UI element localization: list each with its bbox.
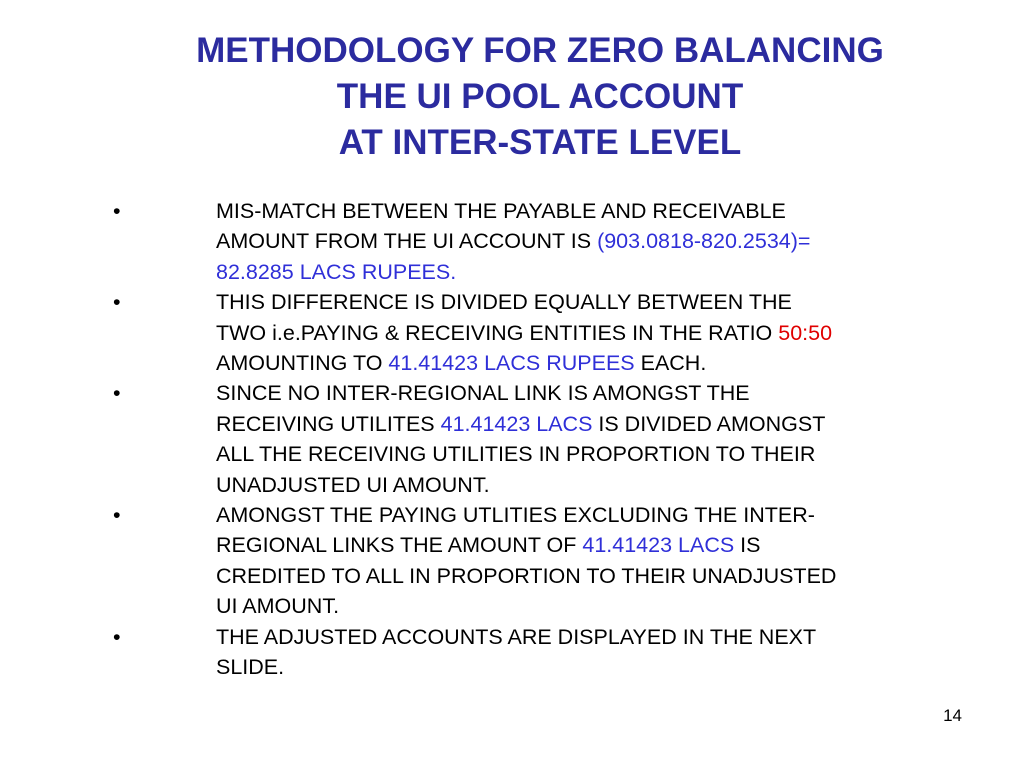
bullet-text: CREDITED TO ALL IN PROPORTION TO THEIR UNADJUSTED (216, 563, 837, 588)
bullet-item (0, 287, 961, 378)
bullet-text: EACH. (634, 351, 707, 376)
bullet-text: AMOUNT FROM THE UI ACCOUNT IS (216, 229, 598, 254)
title-line-1: METHODOLOGY FOR ZERO BALANCING (196, 31, 884, 70)
slide-title (40, 28, 1024, 166)
bullet-item (0, 622, 961, 683)
bullet-text: AMONGST THE PAYING UTLITIES EXCLUDING THE INTER- (216, 503, 815, 528)
bullet-icon: • (113, 381, 121, 406)
bullet-text: MIS-MATCH BETWEEN THE PAYABLE AND RECEIVABLE (216, 199, 786, 223)
bullet-text: UNADJUSTED UI AMOUNT. (216, 472, 490, 497)
bullet-line (216, 500, 961, 530)
bullet-text: ALL THE RECEIVING UTILITIES IN PROPORTION TO THEIR (216, 442, 816, 467)
bullet-icon: • (113, 290, 121, 315)
title-line-2: THE UI POOL ACCOUNT (336, 77, 744, 116)
page-number: 14 (943, 706, 962, 725)
ratio-value: 50:50 (778, 320, 833, 345)
bullet-text: THIS DIFFERENCE IS DIVIDED EQUALLY BETWEEN THE (216, 290, 792, 315)
bullet-text: REGIONAL LINKS THE AMOUNT OF (216, 533, 583, 558)
bullet-text: AMOUNTING TO (216, 351, 389, 376)
highlight-value: 41.41423 LACS (582, 533, 735, 558)
bullet-line (216, 591, 961, 621)
bullet-text: RECEIVING UTILITES (216, 411, 441, 436)
highlight-value: (903.0818-820.2534)= (597, 229, 811, 254)
bullet-line (216, 257, 961, 287)
bullet-item (0, 378, 961, 500)
bullet-line (216, 318, 961, 348)
bullet-icon: • (113, 503, 121, 528)
bullet-text: IS (734, 533, 761, 558)
bullet-text: SINCE NO INTER-REGIONAL LINK IS AMONGST THE (216, 381, 750, 406)
bullet-line (216, 470, 961, 500)
bullet-line (216, 652, 961, 682)
bullet-line (216, 409, 961, 439)
bullet-item (0, 196, 961, 287)
bullet-text: IS DIVIDED AMONGST (592, 411, 826, 436)
bullet-text: UI AMOUNT. (216, 594, 340, 619)
highlight-value: 41.41423 LACS (440, 411, 593, 436)
bullet-line (216, 561, 961, 591)
bullet-line (216, 196, 961, 226)
bullet-line (216, 622, 961, 652)
highlight-value: 82.8285 LACS RUPEES. (216, 259, 457, 284)
bullet-line (216, 530, 961, 560)
bullet-line (216, 378, 961, 408)
bullet-text: THE ADJUSTED ACCOUNTS ARE DISPLAYED IN THE NEXT (216, 624, 817, 649)
bullet-line (216, 348, 961, 378)
title-line-3: AT INTER-STATE LEVEL (338, 123, 742, 162)
bullet-line (216, 287, 961, 317)
bullet-item (0, 500, 961, 622)
bullet-list (0, 196, 1024, 683)
highlight-value: 41.41423 LACS RUPEES (388, 351, 635, 376)
bullet-line (216, 226, 961, 256)
bullet-text: TWO i.e.PAYING & RECEIVING ENTITIES IN THE RATIO (216, 320, 779, 345)
bullet-text: SLIDE. (216, 655, 285, 680)
bullet-icon: • (113, 199, 121, 223)
bullet-line (216, 439, 961, 469)
bullet-icon: • (113, 624, 121, 649)
